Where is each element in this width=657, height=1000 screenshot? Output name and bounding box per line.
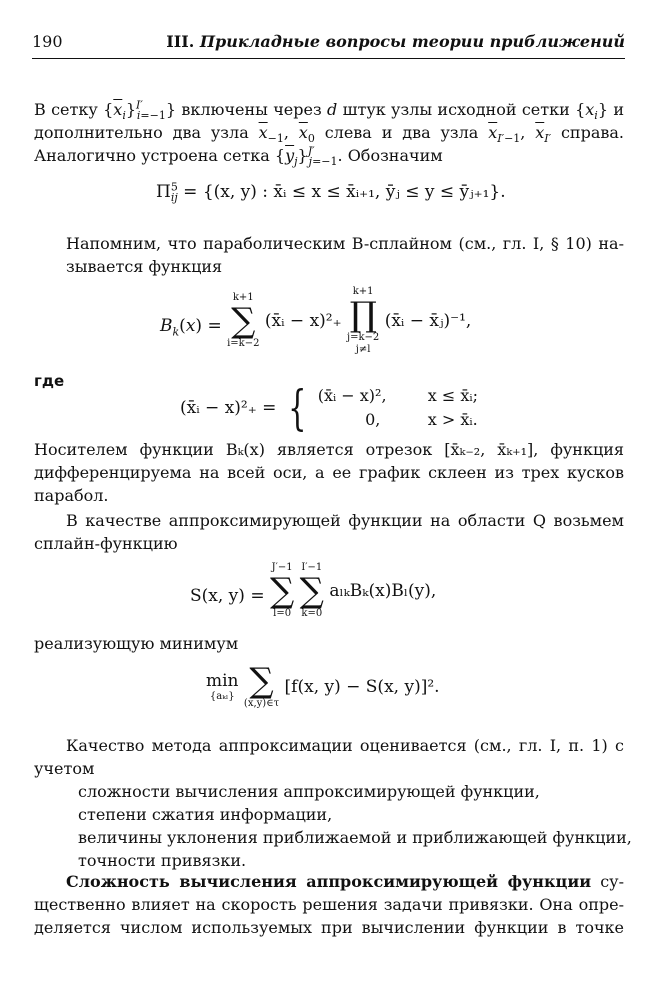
- text-line: дополнительно два узла $\overline{x}_{-1}$, $\overline{x}_0$ слева и два узла $\overline{x}_{I'-1}$, $\overline{x}_{I'}$ справа.: [34, 123, 625, 146]
- text-line: Сложность вычисления аппроксимирующей функции су-: [66, 872, 624, 891]
- running-header: [32, 28, 625, 59]
- equation-truncated-power: (x̄ᵢ − x)²₊ = { (x̄ᵢ − x)², x ≤ x̄ᵢ; 0, x > x̄ᵢ.: [180, 380, 478, 436]
- equation-spline-sum: S(x, y) = J′−1 ∑ l=0 I′−1 ∑ k=0 aₗₖBₖ(x)Bₗ(y),: [190, 562, 437, 619]
- equation-pi-cell: $\Pi^5_{ij} = \{(x$, y) : x̄ᵢ ≤ x ≤ x̄ᵢ₊₁, ȳⱼ ≤ y ≤ ȳⱼ₊₁}.: [156, 180, 506, 205]
- equation-bspline: $B_k(x)$ = k+1 ∑ i=k−2 (x̄ᵢ − x)²₊ k+1 ∏ j=k−2 j≠l (x̄ᵢ − x̄ⱼ)⁻¹,: [160, 286, 472, 355]
- where-label: где: [34, 372, 65, 390]
- criteria-list: [78, 780, 632, 872]
- paragraph-bspline: Напомним, что параболическим B-сплайном (см., гл. I, § 10) на- зывается функция: [66, 234, 624, 276]
- page-number: 190: [32, 32, 63, 51]
- paragraph-grid-line1: В сетку $\{\overline{x}_i\}^{I'}_{i=-1}$} включены через d штук узлы исходной сетки $\{x_i\}$ и дополнительно два узла $\overline{x}_{-1}$, $\overline{x}_0$ слева и два узла $\overline{x}_{I'-1}$, $\overline{x}_{I'}$ справа. Аналогично устроена сетка $\{\overline{y}_j\}^{J'}_{j=-1}$. Обозначим: [34, 98, 625, 169]
- list-item: точности привязки.: [78, 851, 247, 870]
- list-item: сложности вычисления аппроксимирующей функции,: [78, 782, 540, 801]
- paragraph-approx: В качестве аппроксимирующей функции на области Q возьмем сплайн-функцию: [34, 511, 624, 553]
- equation-minimum: min {aₖₗ} ∑ (x,y)∈τ [f(x, y) − S(x, y)]².: [206, 661, 440, 709]
- paragraph-complexity: Сложность вычисления аппроксимирующей функции су- щественно влияет на скорость решения задачи привязки. Она опре- деляется числом используемых при вычислении функции в точке: [34, 872, 624, 937]
- realizing-line: реализующую минимум: [34, 634, 239, 653]
- paragraph-support: Носителем функции Bₖ(x) является отрезок [x̄ₖ₋₂, x̄ₖ₊₁], функция дифференцируема на всей оси, а ее график склеен из трех кусков парабол.: [34, 440, 624, 505]
- list-item: степени сжатия информации,: [78, 805, 333, 824]
- chapter-title: III. Прикладные вопросы теории приближений: [166, 32, 625, 51]
- list-item: величины уклонения приближаемой и приближающей функции,: [78, 828, 632, 847]
- text-line: Аналогично устроена сетка $\{\overline{y}_j\}^{J'}_{j=-1}$. Обозначим: [34, 144, 443, 169]
- paragraph-quality: Качество метода аппроксимации оценивается (см., гл. I, п. 1) с учетом: [34, 736, 624, 778]
